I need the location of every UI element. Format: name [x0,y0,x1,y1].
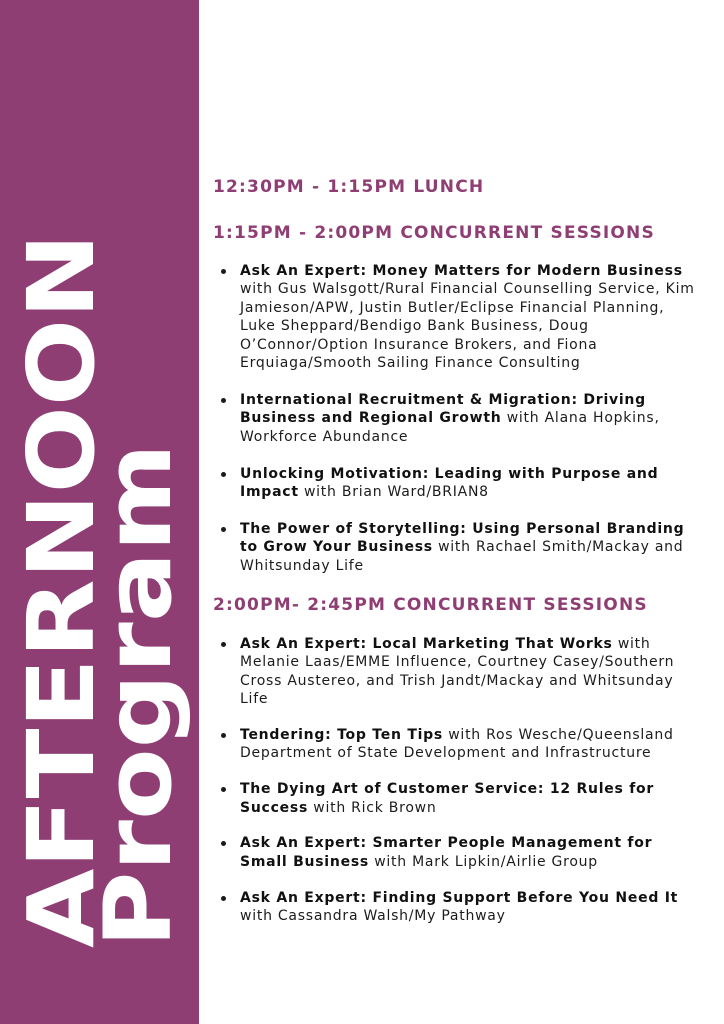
session-list-1 [213,262,703,575]
list-item [240,465,703,502]
session-speakers: with Alana Hopkins, Workforce Abundance [240,410,660,445]
session-title: The Power of Storytelling: Using Personal Branding to Grow Your Business [240,520,685,556]
session-title: International Recruitment & Migration: Driving Business and Regional Growth [240,391,646,427]
schedule-content [213,176,703,943]
list-item [240,635,703,709]
session-block-1-heading: 1:15PM - 2:00PM CONCURRENT SESSIONS [213,223,655,243]
list-item [240,834,703,871]
session-title: Unlocking Motivation: Leading with Purpose and Impact [240,465,659,501]
list-item [240,726,703,763]
session-title: The Dying Art of Customer Service: 12 Rules for Success [240,781,655,816]
session-speakers: with Mark Lipkin/Airlie Group [369,853,598,870]
title-program: Program [85,502,192,948]
lunch-heading: 12:30PM - 1:15PM LUNCH [213,177,485,197]
session-speakers: with Brian Ward/BRIAN8 [298,484,489,501]
session-title: Tendering: Top Ten Tips [240,726,444,743]
title-afternoon: AFTERNOON [8,307,115,948]
session-speakers: with Melanie Laas/EMME Influence, Courtney Casey/Southern Cross Austereo, and Trish Jandt/Mackay and Whitsunday Life [240,635,675,707]
session-speakers: with Ros Wesche/Queensland Department of State Development and Infrastructure [240,726,674,762]
session-title: Ask An Expert: Local Marketing That Works [240,635,613,652]
list-item [240,889,703,926]
session-speakers: with Rick Brown [308,799,437,816]
list-item [240,391,703,446]
session-speakers: with Cassandra Walsh/My Pathway [240,908,506,925]
session-title: Ask An Expert: Smarter People Management for Small Business [240,835,653,870]
session-list-2 [213,635,703,926]
sidebar-title [0,0,199,1024]
session-block-2-heading: 2:00PM- 2:45PM CONCURRENT SESSIONS [213,594,648,615]
session-speakers: with Gus Walsgott/Rural Financial Counselling Service, Kim Jamieson/APW, Justin Butler/Eclipse Financial Planning, Luke Sheppard/Bendigo Bank Business, Doug O’Connor/Option Insurance Brokers, and Fiona Erquiaga/Smooth Sailing Finance Consulting [240,281,695,372]
session-title: Ask An Expert: Money Matters for Modern Business [240,263,683,279]
list-item [240,520,703,575]
sidebar-panel [0,0,199,1024]
session-title: Ask An Expert: Finding Support Before You Need It [240,889,679,906]
list-item [240,780,703,817]
session-speakers: with Rachael Smith/Mackay and Whitsunday Life [240,539,684,574]
list-item [240,262,703,372]
